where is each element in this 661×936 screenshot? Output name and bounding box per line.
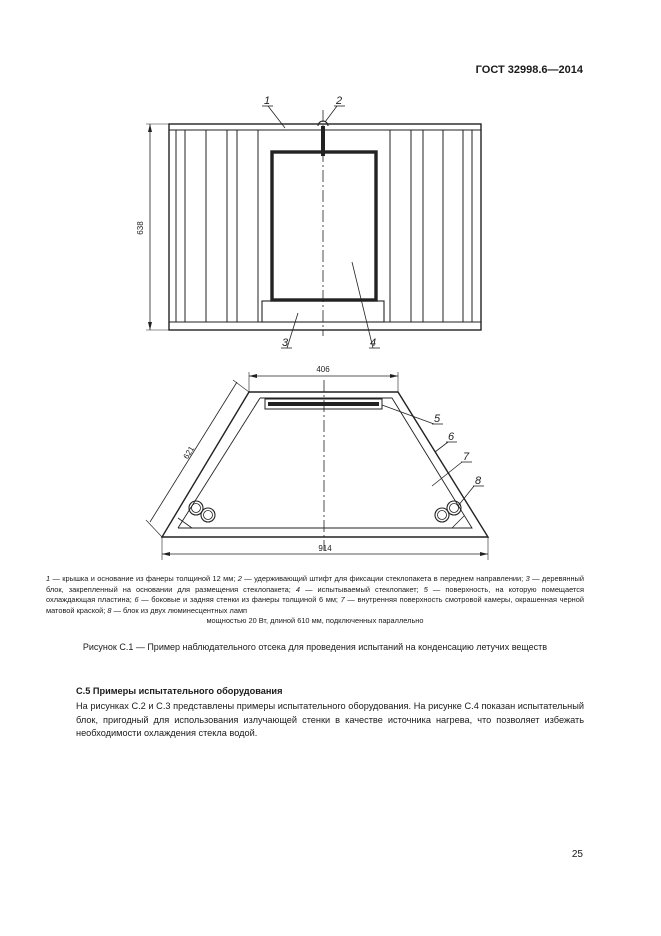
legend-item: 3 — деревянный блок, закрепленный на основании для размещения стеклопакета; [46,574,585,594]
section-heading: С.5 Примеры испытательного оборудования [76,686,283,696]
dim-side-length: 621 [181,444,197,461]
legend-item: 2 — удерживающий штифт для фиксации стеклопакета в переднем направлении; [237,574,526,583]
legend-item: 7 — внутренняя поверхность смотровой камеры, окрашенная черной матовой краской; [46,595,584,615]
top-view [146,106,481,348]
callout-1: 1 [264,95,271,107]
legend-item: 4 — испытываемый стеклопакет; [295,584,424,594]
legend-last-line: мощностью 20 Вт, длиной 610 мм, подключенных параллельно [206,616,424,626]
legend-item: 5 — поверхность, на которую помещается охлаждающая пластина; [46,584,584,605]
dim-top-width: 406 [316,365,330,374]
callout-3: 3 [282,337,289,349]
legend-item: 8 — блок из двух люминесцентных ламп [107,605,248,615]
callout-5: 5 [434,413,441,425]
figure-legend [46,574,584,627]
plan-view [146,372,488,560]
callout-6: 6 [448,431,455,443]
legend-item: 6 — боковые и задняя стенки из фанеры толщиной 6 мм; [134,595,341,605]
legend-item: 1 — крышка и основание из фанеры толщиной 12 мм; [46,574,238,583]
callout-2: 2 [336,95,343,107]
standard-designation: ГОСТ 32998.6—2014 [475,64,583,76]
dim-height: 638 [136,221,145,235]
callout-4: 4 [370,337,377,349]
callout-8: 8 [475,475,482,487]
page-number: 25 [571,849,583,860]
dim-bottom-width: 914 [318,544,332,553]
section-paragraph: На рисунках С.2 и С.3 представлены примеры испытательного оборудования. На рисунке С.4 показан испытательный блок, пригодный для использования излучающей стенки в качестве источника нагрева, что позволяет избежать необходимости охлаждения стекла водой. [76,701,584,738]
callout-7: 7 [463,451,470,463]
figure-caption: Рисунок С.1 — Пример наблюдательного отсека для проведения испытаний на конденсацию летучих веществ [82,642,548,652]
